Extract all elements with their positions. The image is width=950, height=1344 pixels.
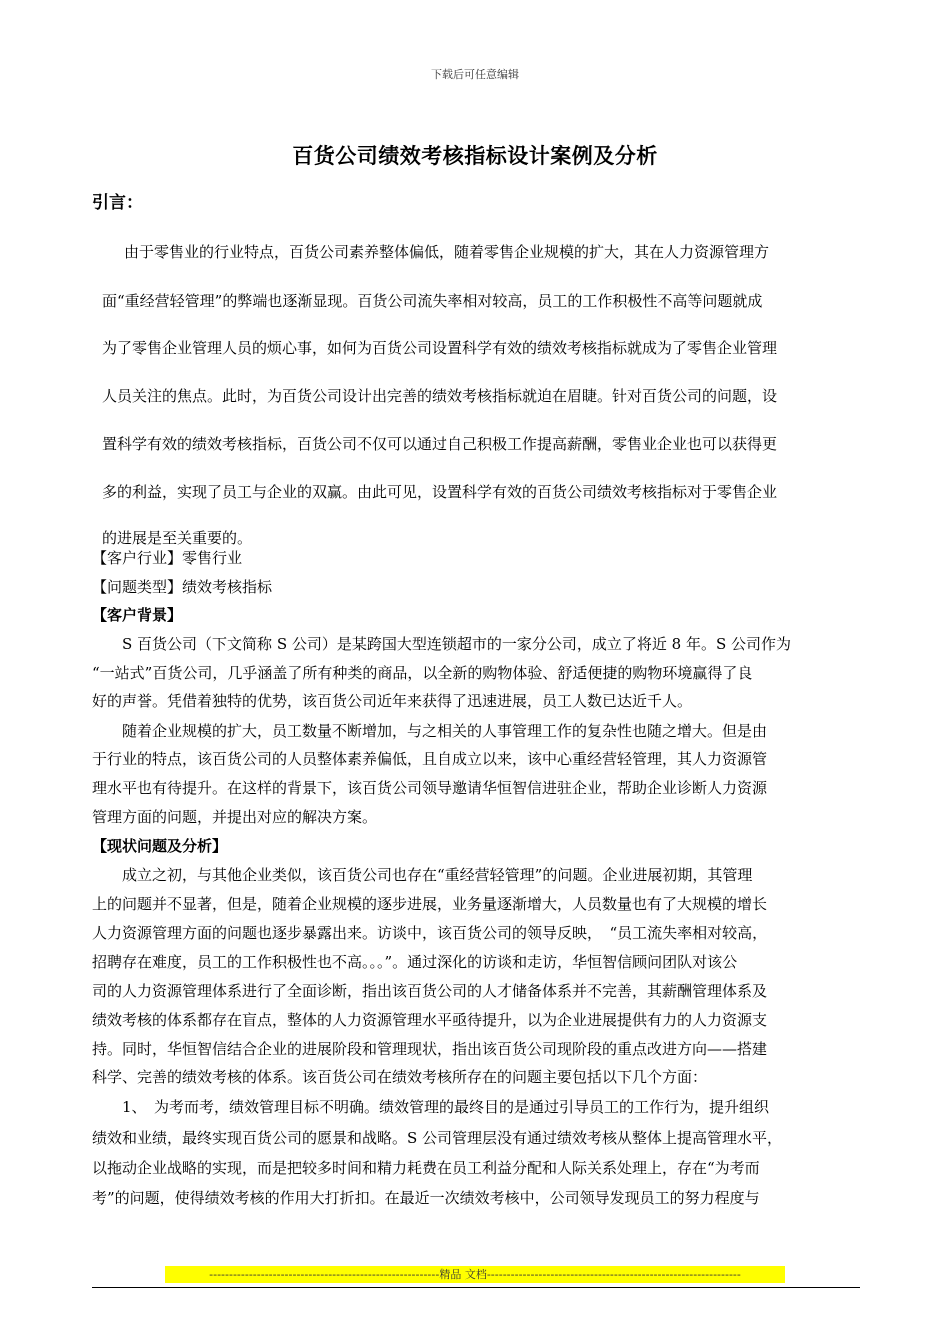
problem-type: 【问题类型】绩效考核指标: [92, 578, 273, 596]
analysis-line: 绩效和业绩，最终实现百货公司的愿景和战略。S 公司管理层没有通过绩效考核从整体上提高管理水平，: [92, 1129, 783, 1147]
intro-line: 面“重经营轻管理”的弊端也逐渐显现。百货公司流失率相对较高，员工的工作积极性不高等问题就成: [102, 292, 763, 310]
document-title: 百货公司绩效考核指标设计案例及分析: [292, 144, 658, 168]
customer-industry: 【客户行业】零售行业: [92, 549, 243, 567]
footer-divider: [92, 1287, 860, 1288]
background-line: 随着企业规模的扩大，员工数量不断增加，与之相关的人事管理工作的复杂性也随之增大。但是由: [122, 722, 768, 740]
analysis-line: 上的问题并不显著，但是，随着企业规模的逐步进展，业务量逐渐增大，人员数量也有了大规模的增长: [92, 895, 768, 913]
analysis-line: 司的人力资源管理体系进行了全面诊断，指出该百货公司的人才储备体系并不完善，其薪酬管理体系及: [92, 982, 768, 1000]
background-line: 理水平也有待提升。在这样的背景下，该百货公司领导邀请华恒智信进驻企业，帮助企业诊断人力资源: [92, 779, 768, 797]
analysis-line: 持。同时，华恒智信结合企业的进展阶段和管理现状，指出该百货公司现阶段的重点改进方向——搭建: [92, 1040, 768, 1058]
analysis-line: 以拖动企业战略的实现，而是把较多时间和精力耗费在员工利益分配和人际关系处理上，存在“为考而: [92, 1159, 760, 1177]
analysis-line: 成立之初，与其他企业类似，该百货公司也存在“重经营轻管理”的问题。企业进展初期，其管理: [122, 866, 753, 884]
analysis-line: 人力资源管理方面的问题也逐步暴露出来。访谈中，该百货公司的领导反映， “员工流失率相对较高，: [92, 924, 768, 942]
intro-line: 置科学有效的绩效考核指标，百货公司不仅可以通过自己积极工作提高薪酬，零售业企业也可以获得更: [102, 435, 778, 453]
background-heading: 【客户背景】: [92, 606, 183, 624]
background-line: 好的声誉。凭借着独特的优势，该百货公司近年来获得了迅速进展，员工人数已达近千人。: [92, 692, 693, 710]
intro-heading: 引言：: [92, 193, 143, 213]
analysis-line: 科学、完善的绩效考核的体系。该百货公司在绩效考核所存在的问题主要包括以下几个方面：: [92, 1068, 708, 1086]
intro-line: 人员关注的焦点。此时，为百货公司设计出完善的绩效考核指标就迫在眉睫。针对百货公司的问题，设: [102, 387, 778, 405]
header-note: 下载后可任意编辑: [431, 68, 519, 81]
analysis-heading: 【现状问题及分析】: [92, 837, 228, 855]
background-line: “一站式”百货公司，几乎涵盖了所有种类的商品，以全新的购物体验、舒适便捷的购物环境赢得了良: [92, 664, 753, 682]
intro-line: 由于零售业的行业特点，百货公司素养整体偏低，随着零售企业规模的扩大，其在人力资源管理方: [124, 243, 770, 261]
analysis-line: 考”的问题，使得绩效考核的作用大打折扣。在最近一次绩效考核中，公司领导发现员工的努力程度与: [92, 1189, 760, 1207]
background-line: 管理方面的问题，并提出对应的解决方案。: [92, 808, 378, 826]
intro-line: 为了零售企业管理人员的烦心事，如何为百货公司设置科学有效的绩效考核指标就成为了零售企业管理: [102, 339, 778, 357]
analysis-line: 招聘存在难度，员工的工作积极性也不高。。。”。通过深化的访谈和走访，华恒智信顾问团队对该公: [92, 953, 738, 971]
background-line: S 百货公司（下文简称 S 公司）是某跨国大型连锁超市的一家分公司，成立了将近 8 年。S 公司作为: [122, 635, 791, 653]
intro-line: 多的利益，实现了员工与企业的双赢。由此可见，设置科学有效的百货公司绩效考核指标对于零售企业: [102, 483, 778, 501]
background-line: 于行业的特点，该百货公司的人员整体素养偏低，且自成立以来，该中心重经营轻管理，其人力资源管: [92, 750, 768, 768]
intro-line: 的进展是至关重要的。: [102, 529, 253, 547]
analysis-line: 1、 为考而考，绩效管理目标不明确。绩效管理的最终目的是通过引导员工的工作行为，提升组织: [122, 1098, 770, 1116]
footer-banner: ----------------------------------------------------------精品 文档----------------------------------------------------------------: [165, 1266, 785, 1283]
analysis-line: 绩效考核的体系都存在盲点，整体的人力资源管理水平亟待提升，以为企业进展提供有力的人力资源支: [92, 1011, 768, 1029]
